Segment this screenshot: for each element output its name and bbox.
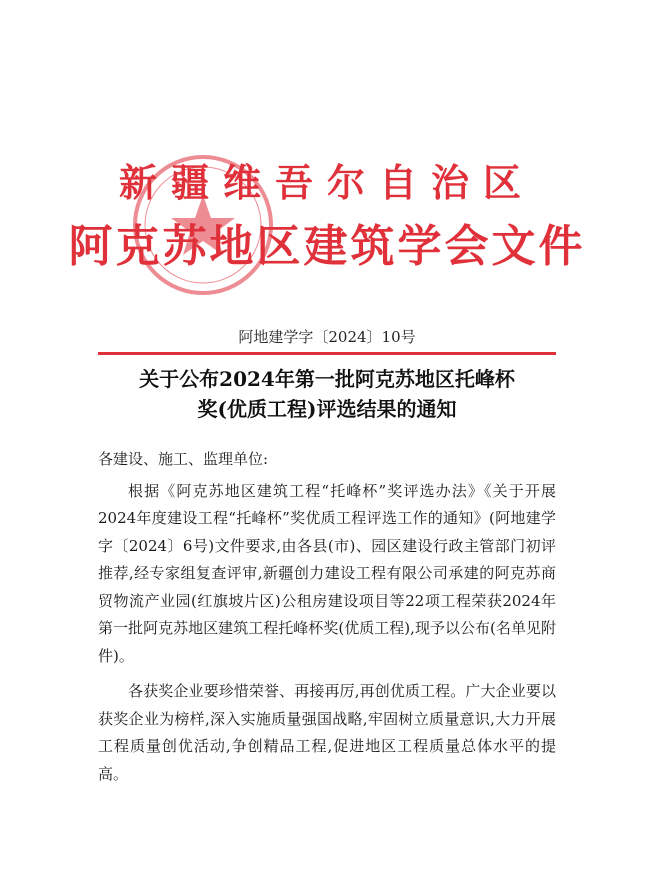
header-organization-line: 阿克苏地区建筑学会文件	[68, 221, 586, 272]
document-number: 阿地建学字〔2024〕10号	[238, 328, 416, 346]
title-line-2: 奖(优质工程)评选结果的通知	[197, 397, 457, 421]
header-region-line: 新疆维吾尔自治区	[118, 160, 535, 205]
body-paragraph-2: 各获奖企业要珍惜荣誉、再接再厉,再创优质工程。广大企业要以获奖企业为榜样,深入实施质量强国战略,牢固树立质量意识,大力开展工程质量创优活动,争创精品工程,促进地区工程质量总体水平的提高。	[98, 682, 556, 783]
greeting: 各建设、施工、监理单位:	[98, 450, 269, 468]
red-divider-line	[98, 352, 556, 355]
body-paragraph-1: 根据《阿克苏地区建筑工程“托峰杯”奖评选办法》《关于开展2024年度建设工程“托峰杯”奖优质工程评选工作的通知》(阿地建学字〔2024〕6号)文件要求,由各县(市)、园区建设行政主管部门初评推荐,经专家组复查评审,新疆创力建设工程有限公司承建的阿克苏商贸物流产业园(红旗坡片区)公租房建设项目等22项工程荣获2024年第一批阿克苏地区建筑工程托峰杯奖(优质工程),现予以公布(名单见附件)。	[98, 481, 556, 665]
title-line-1: 关于公布2024年第一批阿克苏地区托峰杯	[139, 367, 515, 391]
document-title	[0, 364, 654, 424]
document-body	[98, 446, 556, 788]
